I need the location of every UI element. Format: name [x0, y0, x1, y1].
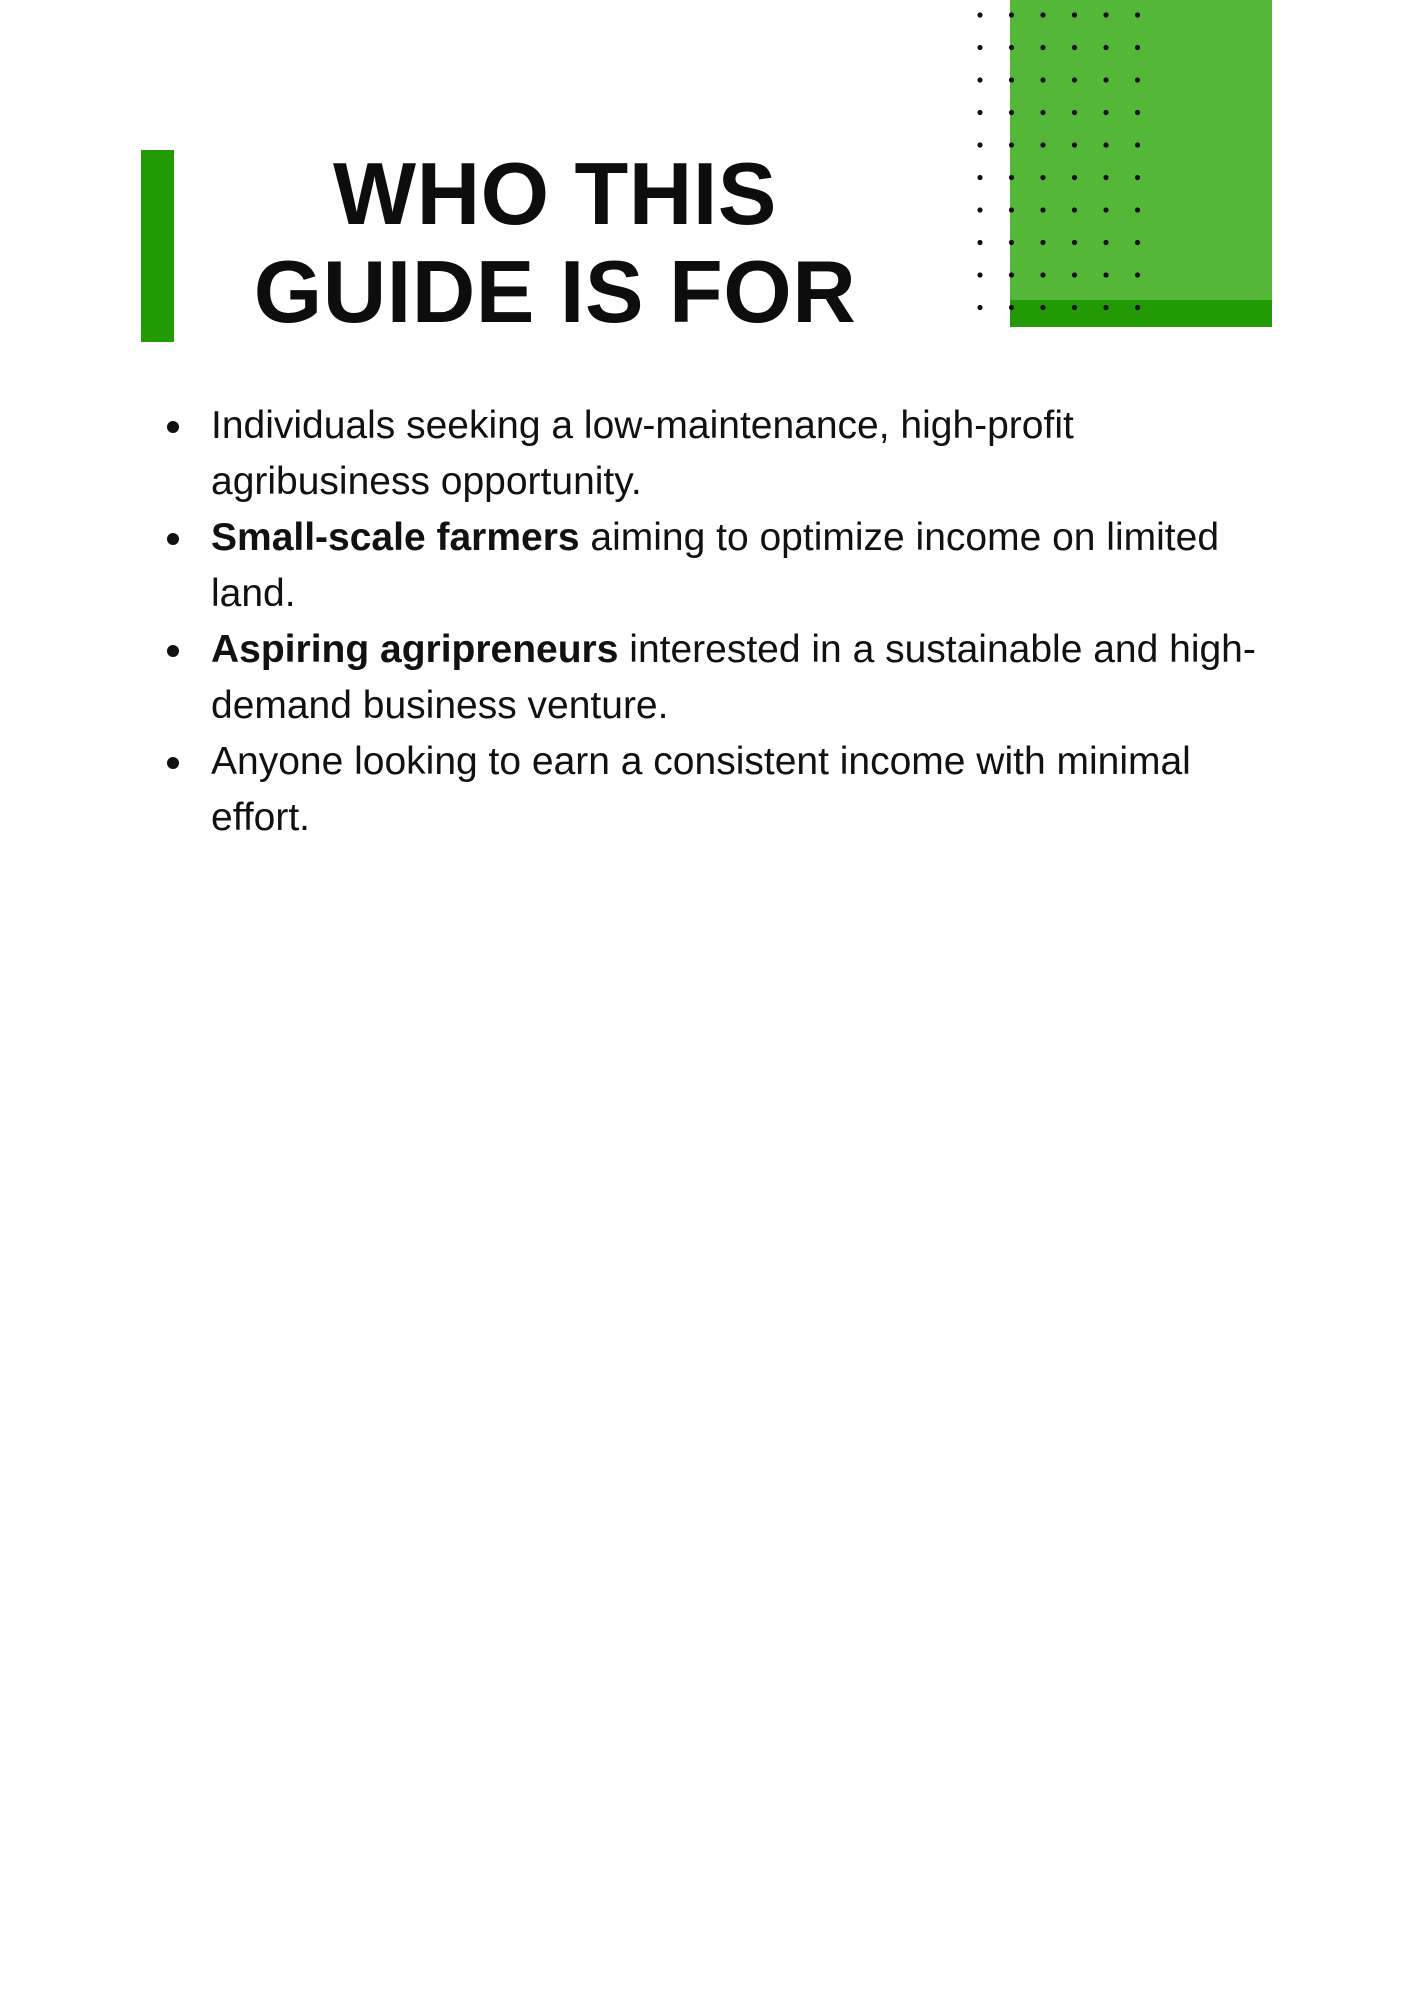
- decorative-dot: [1072, 142, 1077, 147]
- decorative-dot: [1103, 45, 1108, 50]
- decorative-dot: [1009, 142, 1014, 147]
- decorative-dot: [1072, 240, 1077, 245]
- audience-list-item: [160, 734, 1280, 846]
- decorative-dot: [977, 305, 982, 310]
- decorative-dot: [977, 272, 982, 277]
- audience-item-text: interested in a sustainable and high-demand business venture.: [211, 628, 1256, 727]
- decorative-dot: [1040, 272, 1045, 277]
- audience-item-text: Anyone looking to earn a consistent income with minimal effort.: [211, 740, 1191, 839]
- decorative-dot: [1135, 272, 1140, 277]
- decorative-dot: [977, 77, 982, 82]
- decorative-dot: [1103, 110, 1108, 115]
- decorative-dot: [1135, 305, 1140, 310]
- decorative-dot: [1135, 240, 1140, 245]
- decorative-dot: [1040, 45, 1045, 50]
- decorative-dot: [1072, 175, 1077, 180]
- decorative-dot: [1009, 77, 1014, 82]
- audience-item-highlight: Aspiring agripreneurs: [211, 628, 619, 671]
- decorative-dot: [1009, 175, 1014, 180]
- decorative-dot: [1040, 110, 1045, 115]
- audience-list-item: [160, 622, 1280, 734]
- decorative-dot: [1072, 45, 1077, 50]
- decorative-dot: [1009, 207, 1014, 212]
- decorative-dot: [1040, 240, 1045, 245]
- decorative-dot: [1040, 12, 1045, 17]
- decorative-dot: [1103, 305, 1108, 310]
- decorative-dot: [1009, 305, 1014, 310]
- decorative-dot: [1135, 207, 1140, 212]
- decorative-dot: [1040, 305, 1045, 310]
- page-title: [200, 145, 910, 341]
- decorative-dot: [1103, 77, 1108, 82]
- decorative-dot: [1072, 305, 1077, 310]
- decorative-dot: [977, 207, 982, 212]
- decorative-dot: [1103, 272, 1108, 277]
- decorative-dot: [1072, 110, 1077, 115]
- decorative-dot: [977, 45, 982, 50]
- decorative-dot: [1009, 45, 1014, 50]
- audience-list: [160, 398, 1280, 846]
- decorative-dot: [1009, 110, 1014, 115]
- audience-item-text: aiming to optimize income on limited land.: [211, 516, 1220, 615]
- decorative-dot: [1040, 207, 1045, 212]
- audience-item-text: Individuals seeking a low-maintenance, high-profit agribusiness opportunity.: [211, 404, 1074, 503]
- decorative-dot: [1103, 12, 1108, 17]
- decorative-dot: [1040, 77, 1045, 82]
- decorative-dot: [1040, 142, 1045, 147]
- decorative-dot: [1135, 142, 1140, 147]
- decorative-dot: [1040, 175, 1045, 180]
- decorative-dot: [1009, 240, 1014, 245]
- decorative-dot: [1135, 175, 1140, 180]
- decorative-dot: [1103, 175, 1108, 180]
- decorative-dot: [1135, 12, 1140, 17]
- decorative-dot: [1009, 12, 1014, 17]
- decorative-dot-grid: [975, 10, 1145, 320]
- decorative-dot: [1072, 77, 1077, 82]
- audience-item-highlight: Small-scale farmers: [211, 516, 580, 559]
- audience-list-item: [160, 398, 1280, 510]
- decorative-dot: [977, 240, 982, 245]
- decorative-dot: [1072, 12, 1077, 17]
- decorative-dot: [1103, 207, 1108, 212]
- page-title-line-2: GUIDE IS FOR: [253, 242, 857, 341]
- decorative-dot: [1135, 110, 1140, 115]
- decorative-dot: [1072, 207, 1077, 212]
- decorative-dot: [1103, 240, 1108, 245]
- decorative-dot: [977, 12, 982, 17]
- decorative-dot: [977, 142, 982, 147]
- decorative-dot: [1072, 272, 1077, 277]
- page-title-line-1: WHO THIS: [333, 144, 777, 243]
- decorative-dot: [977, 175, 982, 180]
- audience-list-item: [160, 510, 1280, 622]
- decorative-dot: [1135, 77, 1140, 82]
- decorative-dot: [1103, 142, 1108, 147]
- decorative-dot: [1009, 272, 1014, 277]
- decorative-dot: [977, 110, 982, 115]
- decorative-dot: [1135, 45, 1140, 50]
- heading-accent-bar: [141, 150, 174, 342]
